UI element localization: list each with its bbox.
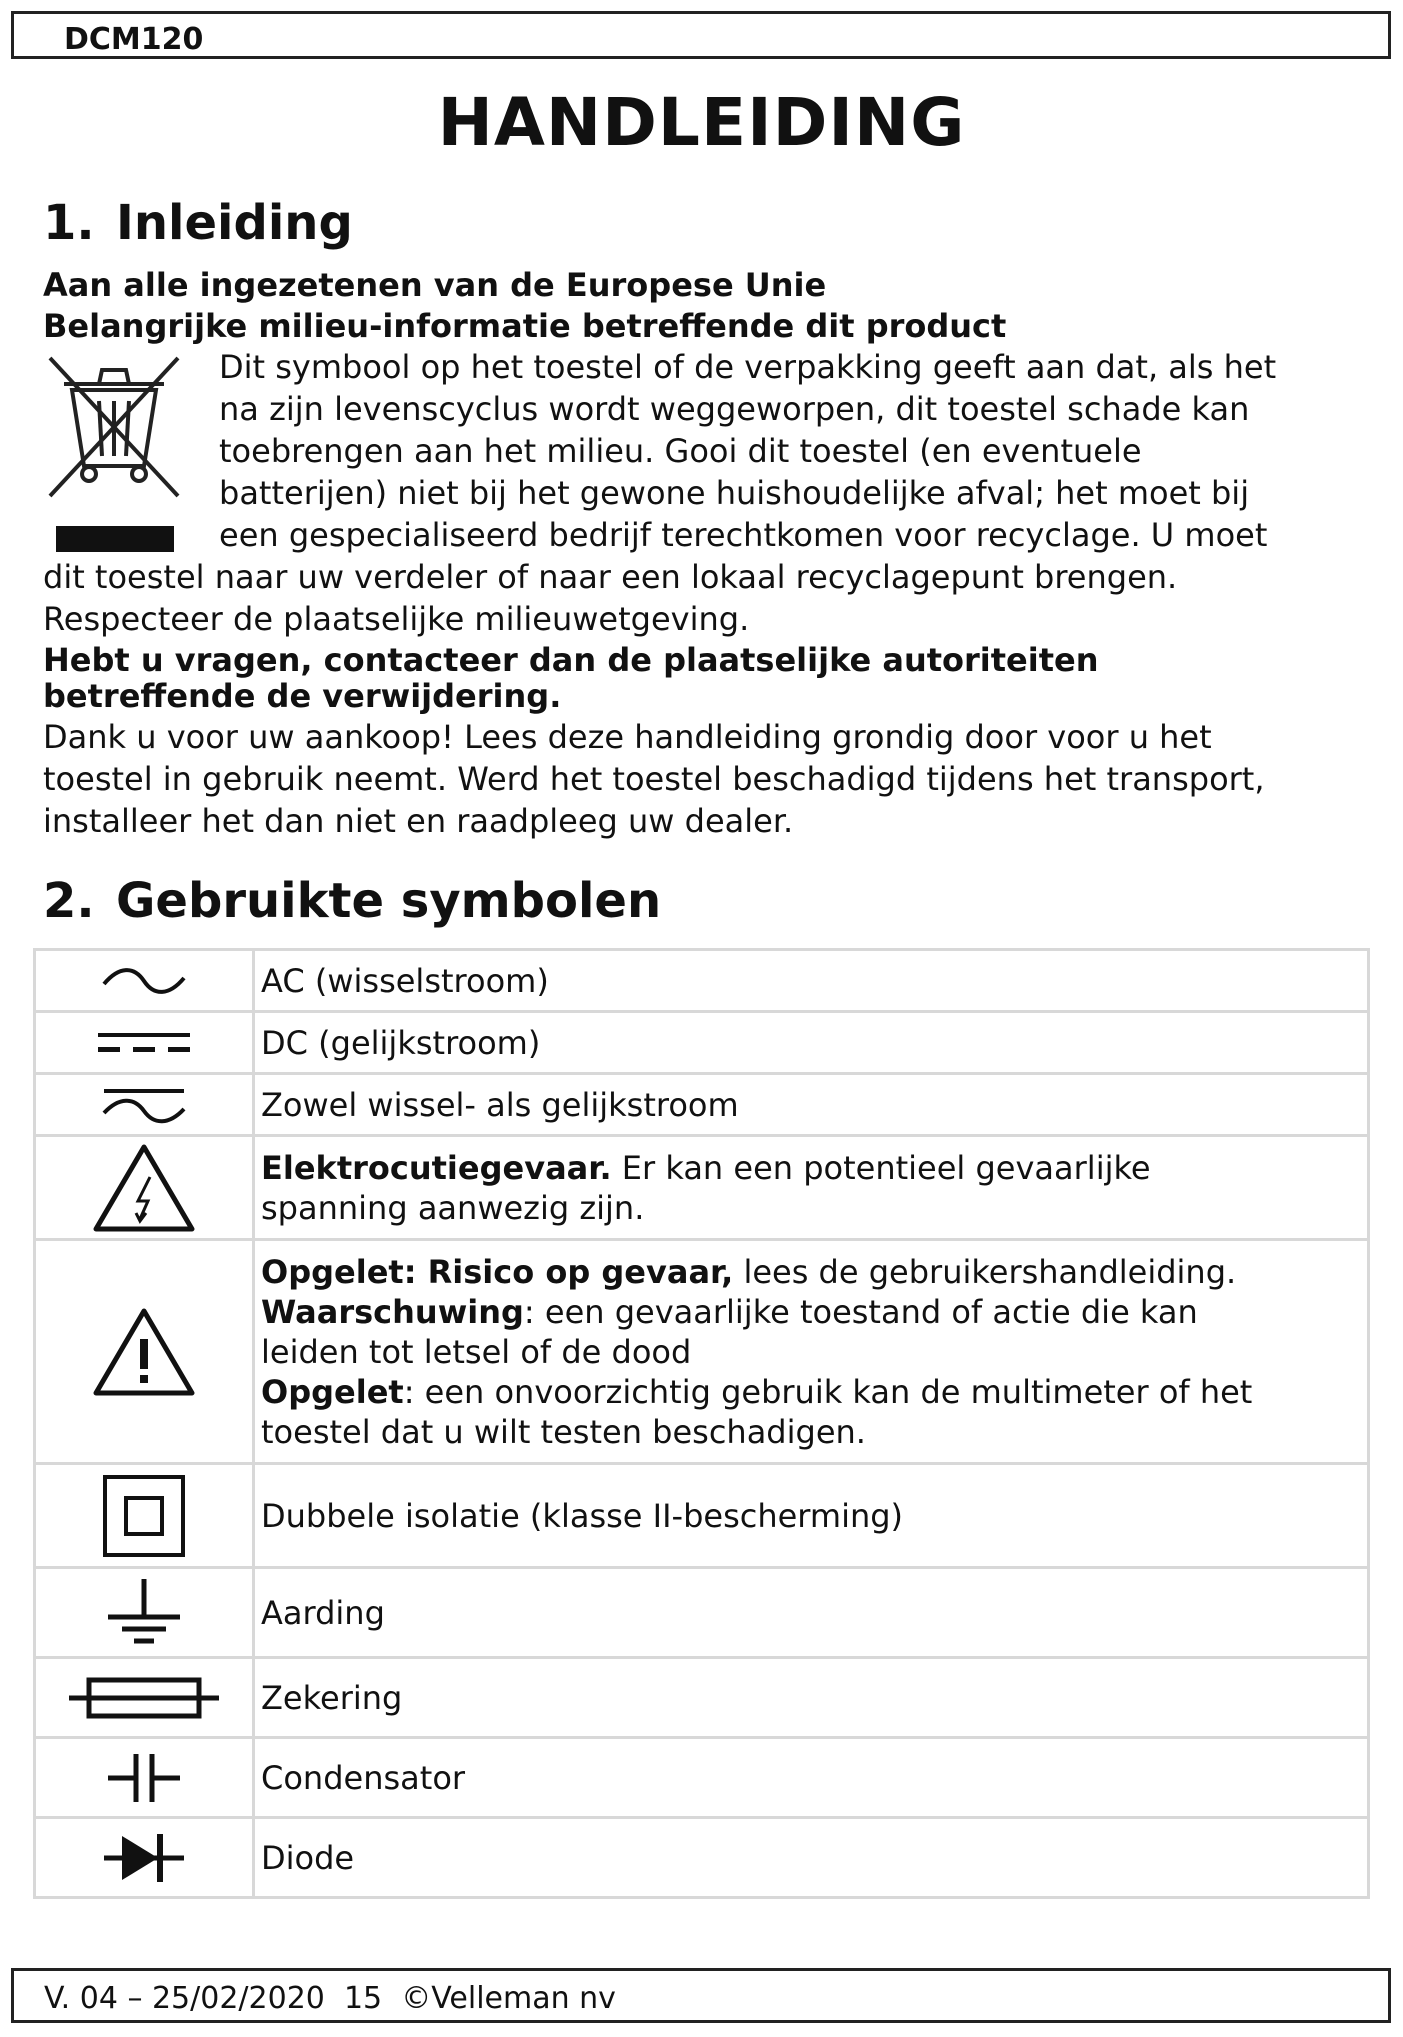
ac-wave-icon	[35, 950, 254, 1012]
symbol-description: Diode	[254, 1818, 1369, 1898]
symbol-description-text: : een gevaarlijke toestand of actie die kan	[523, 1292, 1198, 1331]
symbol-description: Zowel wissel- als gelijkstroom	[254, 1074, 1369, 1136]
eu-residents-heading: Aan alle ingezetenen van de Europese Unie	[43, 266, 827, 304]
symbol-description-bold: Opgelet: Risico op gevaar,	[261, 1252, 734, 1291]
page-footer	[11, 1968, 1391, 2023]
symbol-description-bold: Opgelet	[261, 1372, 404, 1411]
table-row	[35, 1136, 1369, 1240]
symbol-description: Zekering	[254, 1658, 1369, 1738]
section-2-title: Gebruikte symbolen	[116, 873, 662, 929]
table-row	[35, 1738, 1369, 1818]
weee-text-line: Dit symbool op het toestel of de verpakking geeft aan dat, als het	[219, 348, 1277, 386]
thanks-text-line: toestel in gebruik neemt. Werd het toestel beschadigd tijdens het transport,	[43, 760, 1265, 798]
symbol-description-text: spanning aanwezig zijn.	[261, 1188, 645, 1227]
symbol-description	[254, 1240, 1369, 1464]
contact-authorities-line: betreffende de verwijdering.	[43, 677, 562, 715]
symbols-table	[33, 948, 1370, 1899]
symbol-description: DC (gelijkstroom)	[254, 1012, 1369, 1074]
page-header	[11, 11, 1391, 59]
diode-icon	[35, 1818, 254, 1898]
symbol-description-bold: Waarschuwing	[261, 1292, 524, 1331]
symbol-description: AC (wisselstroom)	[254, 950, 1369, 1012]
fuse-icon	[35, 1658, 254, 1738]
ground-icon	[35, 1568, 254, 1658]
thanks-text-line: Dank u voor uw aankoop! Lees deze handleiding grondig door voor u het	[43, 718, 1212, 756]
section-2-number: 2.	[43, 873, 95, 929]
symbol-description	[254, 1136, 1369, 1240]
table-row	[35, 1818, 1369, 1898]
table-row	[35, 1568, 1369, 1658]
environment-info-heading: Belangrijke milieu-informatie betreffende dit product	[43, 307, 1007, 345]
section-1-title: Inleiding	[116, 195, 353, 251]
ac-dc-icon	[35, 1074, 254, 1136]
weee-bin-icon	[44, 356, 184, 560]
caution-warning-icon	[35, 1240, 254, 1464]
footer-text: V. 04 – 25/02/2020 15 ©Velleman nv	[44, 1981, 616, 2016]
weee-text-line: na zijn levenscyclus wordt weggeworpen, dit toestel schade kan	[219, 390, 1250, 428]
weee-text-line: Respecteer de plaatselijke milieuwetgeving.	[43, 600, 750, 638]
table-row	[35, 1658, 1369, 1738]
symbol-description-text: : een onvoorzichtig gebruik kan de multimeter of het	[403, 1372, 1253, 1411]
table-row	[35, 1240, 1369, 1464]
symbol-description: Aarding	[254, 1568, 1369, 1658]
section-2-heading	[43, 873, 661, 929]
table-row	[35, 1012, 1369, 1074]
symbol-description: Condensator	[254, 1738, 1369, 1818]
weee-text-line: een gespecialiseerd bedrijf terechtkomen voor recyclage. U moet	[219, 516, 1268, 554]
symbol-description-bold: Elektrocutiegevaar.	[261, 1148, 612, 1187]
weee-text-line: dit toestel naar uw verdeler of naar een lokaal recyclagepunt brengen.	[43, 558, 1178, 596]
table-row	[35, 1464, 1369, 1568]
symbol-description-text: leiden tot letsel of de dood	[261, 1332, 692, 1371]
weee-text-line: batterijen) niet bij het gewone huishoudelijke afval; het moet bij	[219, 474, 1250, 512]
capacitor-icon	[35, 1738, 254, 1818]
table-row	[35, 1074, 1369, 1136]
symbol-description: Dubbele isolatie (klasse II-bescherming)	[254, 1464, 1369, 1568]
dc-line-icon	[35, 1012, 254, 1074]
section-1-number: 1.	[43, 195, 95, 251]
electrocution-warning-icon	[35, 1136, 254, 1240]
page-title: HANDLEIDING	[437, 84, 966, 161]
contact-authorities-line: Hebt u vragen, contacteer dan de plaatselijke autoriteiten	[43, 641, 1099, 679]
weee-text-line: toebrengen aan het milieu. Gooi dit toestel (en eventuele	[219, 432, 1142, 470]
thanks-text-line: installeer het dan niet en raadpleeg uw dealer.	[43, 802, 794, 840]
section-1-heading	[43, 195, 353, 251]
symbol-description-text: lees de gebruikershandleiding.	[733, 1252, 1237, 1291]
table-row	[35, 950, 1369, 1012]
model-number: DCM120	[64, 22, 204, 57]
symbol-description-text: Er kan een potentieel gevaarlijke	[611, 1148, 1151, 1187]
double-insulation-icon	[35, 1464, 254, 1568]
symbol-description-text: toestel dat u wilt testen beschadigen.	[261, 1412, 866, 1451]
